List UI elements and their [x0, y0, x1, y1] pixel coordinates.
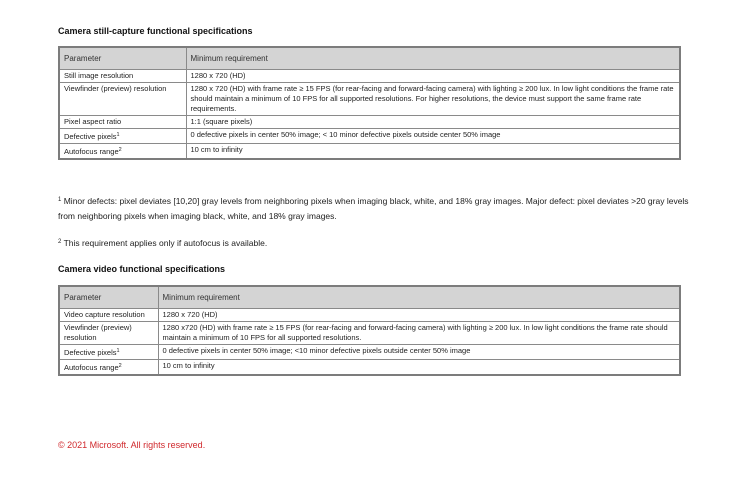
video-table	[58, 285, 681, 376]
table-row	[59, 116, 680, 129]
table-row	[59, 129, 680, 144]
still-capture-table	[58, 46, 681, 160]
requirement-cell: 0 defective pixels in center 50% image; < 10 minor defective pixels outside center 50% image	[186, 129, 680, 144]
param-cell: Video capture resolution	[59, 309, 158, 322]
footnote-marker: 1	[116, 348, 120, 354]
requirement-cell: 1:1 (square pixels)	[186, 116, 680, 129]
requirement-cell: 10 cm to infinity	[186, 144, 680, 160]
param-cell: Still image resolution	[59, 70, 186, 83]
table-row	[59, 309, 680, 322]
footnote-2-text: This requirement applies only if autofocus is available.	[63, 238, 268, 248]
param-cell: Defective pixels$^1$	[59, 129, 186, 144]
table-row	[59, 70, 680, 83]
footnote-marker: 2	[118, 147, 122, 153]
table-row	[59, 322, 680, 345]
requirement-cell: 10 cm to infinity	[158, 360, 680, 376]
footnote-2	[58, 235, 698, 251]
requirement-cell: 1280 x 720 (HD) with frame rate ≥ 15 FPS (for rear-facing and forward-facing camera) with lighting ≥ 200 lux. In low light conditions the frame rate should maintain a minimum of 10 FPS for all supported resolutions. For higher resolutions, the device must support the same frame rate requirements.	[186, 83, 680, 116]
footnote-2-marker: 2	[58, 239, 62, 245]
table-header-row	[59, 47, 680, 70]
video-title: Camera video functional specifications	[58, 264, 226, 274]
header-parameter: Parameter	[59, 286, 158, 309]
footnote-1-text: Minor defects: pixel deviates [10,20] gray levels from neighboring pixels when imaging black, white, and 18% gray images. Major defect: pixel deviates >20 gray levels from neighboring pixels when imaging black, white, and 18% gray images.	[58, 196, 689, 221]
param-cell: Defective pixels$^1$	[59, 345, 158, 360]
table-row	[59, 345, 680, 360]
table-row	[59, 360, 680, 376]
header-minimum-requirement: Minimum requirement	[158, 286, 680, 309]
footnote-1	[58, 193, 698, 224]
table-header-row	[59, 286, 680, 309]
footnote-1-marker: 1	[58, 197, 62, 203]
param-cell: Pixel aspect ratio	[59, 116, 186, 129]
requirement-cell: 0 defective pixels in center 50% image; <10 minor defective pixels outside center 50% image	[158, 345, 680, 360]
copyright-notice: © 2021 Microsoft. All rights reserved.	[58, 440, 206, 450]
param-cell: Viewfinder (preview) resolution	[59, 83, 186, 116]
table-row	[59, 144, 680, 160]
param-cell: Autofocus range$^2$	[59, 144, 186, 160]
requirement-cell: 1280 x 720 (HD)	[158, 309, 680, 322]
param-cell: Viewfinder (preview) resolution	[59, 322, 158, 345]
footnote-marker: 1	[116, 132, 120, 138]
table-row	[59, 83, 680, 116]
header-minimum-requirement: Minimum requirement	[186, 47, 680, 70]
requirement-cell: 1280 x720 (HD) with frame rate ≥ 15 FPS (for rear-facing and forward-facing camera) with lighting ≥ 200 lux. In low light conditions the frame rate should maintain a minimum of 10 FPS for all supported resolutions.	[158, 322, 680, 345]
param-cell: Autofocus range$^2$	[59, 360, 158, 376]
footnote-marker: 2	[118, 363, 122, 369]
still-capture-title: Camera still-capture functional specifications	[58, 26, 253, 36]
header-parameter: Parameter	[59, 47, 186, 70]
requirement-cell: 1280 x 720 (HD)	[186, 70, 680, 83]
